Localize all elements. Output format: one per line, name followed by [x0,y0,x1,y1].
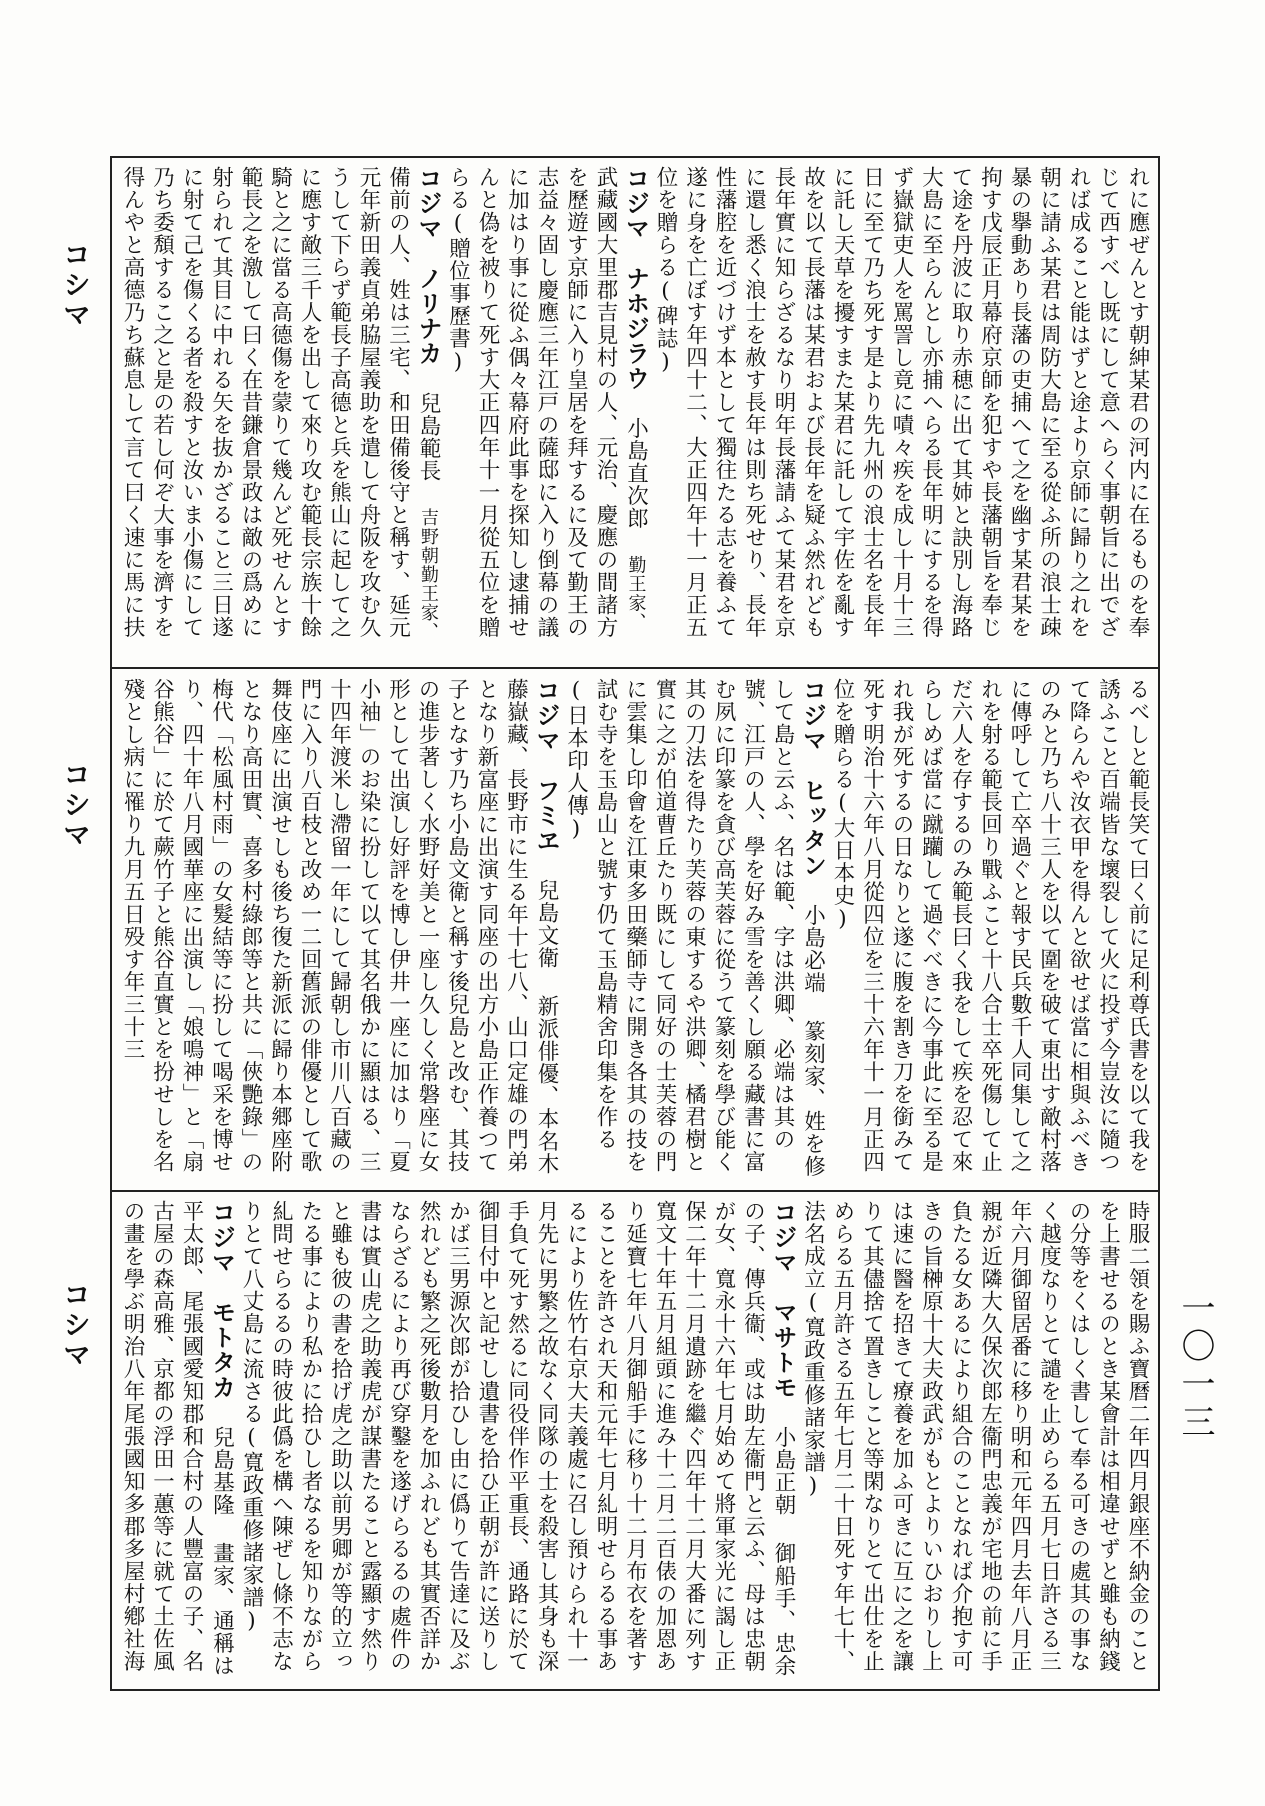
entry-body: 武藏國大里郡吉見村の人、元治、慶應の間諸方を歷遊す京師に入り皇居を拜するに及て勤王の志益々固し慶應三年江戸の薩邸に入り倒幕の議に加はり事に從ふ偶々幕府此事を探知し逮捕せんと偽を被りて死す大正四年十一月從五位を贈らる(贈位事歷書) [445,166,618,639]
entry-body: 御船手、忠余の子、傳兵衞、或は助左衞門と云ふ、母は忠朝が女、寬永十六年七月始めて將軍家光に謁し正保二年十二月遺跡を繼ぐ四年十二月大番に列す寬文十年五月組頭に進み十二月二百俵の加恩あり延寶七年八月御船手に移り十二月布衣を著することを許され天和元年七月糺明せらるる事あるにより佐竹右京大夫義處に召し預けられ十一月先に男繁之故なく同隊の士を殺害し其身も深手負て死す然るに同役伴作平重長、通路に於て御目付中と記せし遺書を拾ひ正朝が許に送りしかば三男源次郎が拾ひし由に僞りて告達に及ぶ然れども繁之死後數月を加ふれども其實否詳かならざるにより再び穿鑿を遂げらるるの處件の書は實山虎之助義虎が謀書たること露顯す然りと雖も彼の書を拾げ虎之助以前男卿が等的立ったる事により私かに拾ひし者なるを知りながら糺問せらるるの時彼此僞を構へ陳ぜし條不志なりとて八丈島に流さる(寬政重修諸家譜) [239,1200,796,1677]
entry-heading: コジマ モトタカ [207,1200,236,1400]
entry-title: 小島正朝 [771,1426,796,1516]
entry-heading: コジマ マサトモ [769,1200,797,1400]
entry-heading: コジマ ヒッタン [798,678,827,878]
running-head-middle: コシマ [59,760,92,850]
entry-body: 備前の人、姓は三宅、和田備後守と稱す、延元元年新田義貞弟脇屋義助を遣して舟阪を攻む久うして下らず範長子高德と兵を熊山に起して之に應す敵三千人を出して來り攻む範長宗族十餘騎と之に當る高德傷を蒙りて幾んど死せんとす範長之を激して曰く在昔鎌倉景政は敵の爲めに射られて其目に中れる矢を抜かざること三日遂に射て己を傷くる者を殺すと汝いま小傷にして乃ち委頽するこ之と是の若し何ぞ大事を濟すを得んやと高德乃ち蘇息して言て曰く速に馬に扶 [120,166,411,639]
entry-heading: コジマ ノリナカ [414,166,442,366]
entry-role: 吉野朝勤王家、 [418,508,439,641]
continuation-text: 時服二領を賜ふ寶曆二年四月銀座不納金のことを上書せるのとき某會計は相違せずと雖も納錢の分等をくはしく書して奉る可きの處其の事なく越度なりとて譴を止めらる五月七日許さる三年六月御留居番に移り明和元年四月去年八月正親が近隣大久保次郎左衞門忠義が宅地の前に手負たる女あるにより組合のことなれば介抱す可きの旨榊原十大夫政武がもとよりいひおりし上は速に醫を招きて療養を加ふ可きに互に之を讓りて其儘捨て置きしこと等閑なりとて出仕を止めらる五月許さる五年七月二十日死す年七十、法名成立(寬政重修諸家譜) [800,1200,1150,1673]
entry-title: 兒島基隆 [209,1426,235,1516]
running-head-bottom: コシマ [59,1280,92,1370]
entry-title: 兒島範長 [416,392,441,482]
entry-body: 新派俳優、本名木藤嶽藏、長野市に生る年十七八、山口定雄の門弟となり新富座に出演す同座の出方小島正作養つて子となす乃ち小島文衛と稱す後兒島と改む、其技の進步著しく水野好美と一座し久しく常磐座に女形として出演し好評を博し伊井一座に加はり「夏小袖」のお染に扮して以て其名俄かに顯はる、三十四年渡米し滯留一年にして歸朝し市川八百藏の門に入り八百枝と改め一二回舊派の俳優として歌舞伎座に出演せしも後ち復た新派に歸り本郷座附となり高田實、喜多村綠郎等と共に「俠艷錄」の梅代「松風村雨」の女髮結等に扮して喝采を博せり、四十年八月國華座に出演し「娘鳴神」と「扇谷熊谷」に於て蕨竹子と熊谷直實とを扮せしを名殘とし病に罹り九月五日殁す年三十三 [120,678,559,1175]
entry-title: 小島直次郎 [623,417,649,530]
entry-heading: コジマ フミヱ [532,678,560,853]
entry-body: 篆刻家、姓を修して島と云ふ、名は範、字は洪卿、必端は其の號、江戸の人、學を好み雪を善くし願る藏書に富む夙に印篆を貪び高芙蓉に從うて篆刻を學び能く其の刀法を得たり芙蓉の東するや洪卿、橘君樹と實に之が伯道曹丘たり既にして同好の士芙蓉の門に雲集し印會を江東多田藥師寺に開き各其の技を試む寺を玉島山と號す仍て玉島精舍印集を作る(日本印人傳) [563,678,826,1178]
running-head-top: コシマ [59,240,92,330]
continuation-text: れに應ぜんとす朝紳某君の河内に在るものを奉じて西すべし既にして意へらく事朝旨に出でざれば成ること能はずと途より京師に歸り之れを朝に請ふ某君は周防大島に至る從ふ所の浪士疎暴の擧動あり長藩の吏捕へて之を幽す某君某を拘す戊辰正月幕府京師を犯すや長藩朝旨を奉じて途を丹波に取り赤穂に出て其姉と訣別し海路大島に至らんとし亦捕へらる長年明にするを得ず嶽獄吏人を罵詈し竟に嘖々疾を成し十月十三日に至て乃ち死す是より先九州の浪士名を長年に託し天草を擾すまた某君に託して宇佐を亂す故を以て長藩は某君および長年を疑ふ然れども長年實に知らざるなり明年長藩請ふて某君を京に還し悉く浪士を赦す長年は則ち死せり、長年性藩腔を近づけず本として獨往たる志を養ふて遂に身を亡ぼす年四十二、大正四年十一月正五位を贈らる(碑誌) [653,166,1150,639]
entry-role: 勤王家、 [625,555,647,632]
section-bottom [118,1200,1152,1682]
section-middle [118,678,1152,1182]
entry-title: 小島必端 [800,904,826,994]
section-divider-bottom [110,1190,1160,1192]
entry-title: 兒島文衛 [534,879,559,969]
entry-body: 畫家、通稱は平太郎、尾張國愛知郡和合村の人豐富の子、名古屋の森高雅、京都の浮田一蕙等に就て土佐風の畫を學ぶ明治八年尾張國知多郡多屋村鄕社海 [120,1200,235,1677]
page-number: 一〇一三 [1175,1290,1215,1442]
entry-heading: コジマ ナホジラウ [621,166,650,391]
continuation-text: るべしと範長笑て曰く前に足利尊氏書を以て我を誘ふこと百端皆な壞裂して火に投ず今豈汝に隨つて降らんや汝衣甲を得んと欲せば當に相與ふべきのみと乃ち八十三人を以て圍を破て東出す敵村落に傳呼して亡卒過ぐと報す民兵數千人同集して之れを射る範長回り戰ふこと十八合士卒死傷して止だ六人を存するのみ範長曰く我をして疾を忍て來らしめば當に蹴躪して過ぐべきに今事此に至る是れ我が死するの日なりと遂に腹を割き刀を銜みて死す明治十六年八月從四位を三十六年十一月正四位を贈らる(大日本史) [830,678,1150,1173]
section-divider-top [110,667,1160,669]
section-top [118,166,1152,658]
